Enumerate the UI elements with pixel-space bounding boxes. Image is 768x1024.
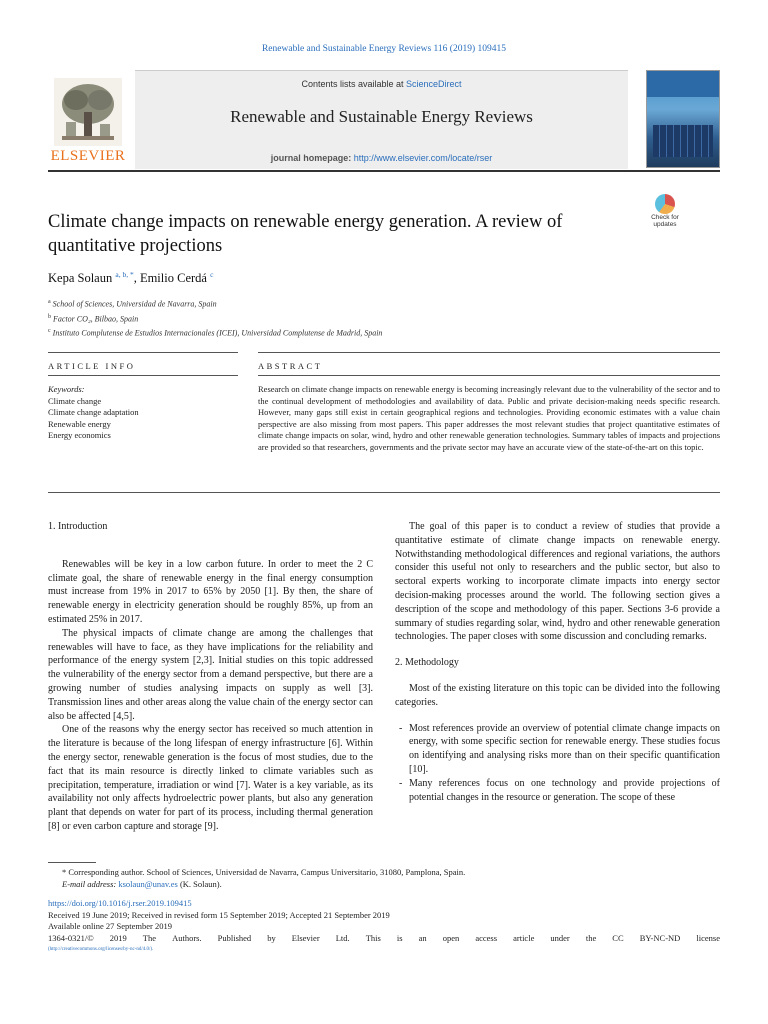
abstract-end-rule — [48, 492, 720, 493]
body-left-column — [48, 520, 373, 834]
contents-available-line — [135, 79, 628, 89]
corresponding-author-note: * Corresponding author. School of Sciences, Universidad de Navarra, Campus Universitario, 31080, Pamplona, Spain. — [62, 867, 466, 877]
body-paragraph: Most of the existing literature on this topic can be divided into the following categories. — [395, 682, 720, 708]
check-for-updates-button[interactable] — [647, 194, 683, 234]
article-info-bottom-rule — [48, 375, 238, 376]
copyright-word: access — [475, 932, 498, 943]
available-online: Available online 27 September 2019 — [48, 921, 173, 931]
section-heading-introduction: 1. Introduction — [48, 521, 108, 532]
affiliation-mark: a — [48, 299, 51, 305]
copyright-word: 2019 — [109, 932, 127, 943]
check-updates-icon — [655, 194, 675, 214]
affiliation-item — [48, 325, 648, 340]
homepage-link[interactable]: http://www.elsevier.com/locate/rser — [353, 153, 493, 163]
cover-title-band — [647, 71, 719, 97]
elsevier-logo[interactable] — [48, 78, 128, 166]
copyright-word: is — [396, 932, 403, 943]
copyright-word: article — [513, 932, 535, 943]
keywords-label: Keywords: — [48, 384, 85, 394]
journal-title[interactable]: Renewable and Sustainable Energy Reviews — [230, 107, 533, 126]
keyword-item: Renewable energy — [48, 418, 111, 429]
abstract-heading: ABSTRACT — [258, 361, 323, 371]
article-info-heading: ARTICLE INFO — [48, 361, 136, 371]
email-label: E-mail address: — [62, 879, 117, 889]
abstract-bottom-rule — [258, 375, 720, 376]
copyright-word: Authors. — [172, 932, 202, 943]
methodology-list — [395, 722, 720, 805]
author-name[interactable]: Kepa Solaun — [48, 271, 113, 286]
copyright-word: Elsevier — [291, 932, 320, 943]
copyright-word: The — [142, 932, 156, 943]
footnote-rule — [48, 862, 96, 863]
masthead-rule — [48, 170, 720, 172]
keyword-item: Energy economics — [48, 430, 111, 440]
email-link[interactable]: ksolaun@unav.es — [118, 879, 178, 889]
copyright-word: 1364-0321/© — [48, 932, 94, 943]
affiliations — [48, 296, 648, 340]
journal-homepage-line — [135, 153, 628, 163]
journal-cover-image[interactable] — [646, 70, 720, 168]
email-suffix: (K. Solaun). — [177, 879, 222, 889]
affiliation-text: Factor CO₂, Bilbao, Spain — [53, 314, 139, 324]
body-right-column — [395, 520, 720, 804]
journal-citation[interactable]: Renewable and Sustainable Energy Reviews 116 (2019) 109415 — [261, 44, 507, 54]
copyright-word: open — [442, 932, 460, 943]
copyright-word: CC — [612, 932, 624, 943]
copyright-word: the — [585, 932, 597, 943]
contents-prefix: Contents lists available at — [301, 79, 407, 89]
received-dates: Received 19 June 2019; Received in revised form 15 September 2019; Accepted 21 September 2019 — [48, 909, 390, 920]
affiliation-item — [48, 296, 648, 311]
author-affiliation-marks[interactable]: c — [210, 270, 214, 279]
abstract-top-rule — [258, 352, 720, 353]
copyright-word: by — [267, 932, 276, 943]
article-title: Climate change impacts on renewable energy generation. A review of quantitative projections — [48, 212, 563, 256]
abstract-text: Research on climate change impacts on renewable energy is becoming increasingly relevant due to the vulnerability of the sector and to the continual development of methodologies and availability of data. Public and private decision-making needs specific research. However, many gaps still exist in certain geographical regions and technologies. Providing economic estimates with a value chain perspective are also missing from most papers. This paper addresses the most relevant studies that project quantitative estimates of climate change impacts on solar, wind, hydro and other renewable generation technologies. Summary tables of impacts and projections are provided so that researchers, governments and the private sector may have an accurate view of the state-of-the-art on this topic. — [258, 384, 720, 452]
elsevier-tree-icon — [54, 78, 122, 146]
copyright-word: license — [696, 932, 720, 943]
elsevier-wordmark: ELSEVIER — [50, 148, 126, 164]
author-affiliation-marks[interactable]: a, b, * — [115, 270, 134, 279]
copyright-line — [48, 933, 720, 945]
affiliation-text: Instituto Complutense de Estudios Internacionales (ICEI), Universidad Complutense de Madrid, Spain — [52, 328, 383, 338]
license-link[interactable]: (http://creativecommons.org/licenses/by-nc-nd/4.0/). — [48, 947, 154, 952]
body-paragraph: One of the reasons why the energy sector has received so much attention in the literature is because of the long lifespan of energy infrastructure [6]. Within the energy sector, renewable generation is the focus of most studies, due to the fact that its main resource is directly linked to climate variables such as precipitation, temperature, irradiation or wind [7]. Water is a key variable, as its availability not only affects hydroelectric power plants, but also any generation plant that depends on water for part of its process, including thermal generation [8] or even carbon capture and storage [9]. — [48, 724, 373, 832]
publication-info — [48, 898, 720, 956]
list-item: - Most references provide an overview of potential climate change impacts on energy, with some specific section for renewable energy. These studies focus on identifying and analysing risks more than on their specific quantification [10]. — [395, 722, 720, 777]
affiliation-mark: c — [48, 328, 51, 335]
copyright-word: Ltd. — [335, 932, 350, 943]
cover-solar-panel — [653, 125, 713, 157]
copyright-word: BY-NC-ND — [639, 932, 681, 943]
affiliation-mark: b — [48, 313, 51, 320]
author-list: Kepa Solaun $^{a, b, *}$, Emilio Cerdá $^c$ — [48, 270, 214, 286]
keywords-block — [48, 384, 238, 442]
copyright-word: This — [365, 932, 381, 943]
article-info-top-rule — [48, 352, 238, 353]
keyword-item: Climate change — [48, 395, 102, 406]
journal-masthead — [135, 70, 628, 169]
author-name[interactable]: Emilio Cerdá — [139, 271, 207, 286]
sciencedirect-link[interactable]: ScienceDirect — [406, 79, 462, 89]
section-heading-methodology: 2. Methodology — [395, 657, 459, 669]
body-paragraph: The goal of this paper is to conduct a review of studies that provide a quantitative estimate of climate change impacts on renewable energy. Notwithstanding methodological differences and regional variations, the authors consider this useful not only to researchers and the public sector, but also to sectoral experts working to incorporate climate impacts into energy sector decision-making processes around the world. The following section gives a description of the scope and methodology of this paper. Sections 3-6 provide a summary of studies regarding solar, wind, hydro and other renewable generation technologies. The paper closes with some discussion and concluding remarks. — [395, 521, 720, 643]
check-updates-label: Check for updates — [651, 214, 679, 228]
affiliation-item — [48, 311, 648, 326]
copyright-word: an — [418, 932, 427, 943]
homepage-label: journal homepage: — [270, 153, 354, 163]
email-note — [48, 878, 720, 890]
body-paragraph: The physical impacts of climate change are among the challenges that renewables will have to face, as they have implications for the reliability and performance of the energy system [2,3]. Initial studies on this topic addressed the vulnerability of the energy sector from a demand perspective, but there are a growing number of studies analysing impacts on supply as well [3]. Transmission lines and other areas along the value chain of the energy sector can also be affected [4,5]. — [48, 627, 373, 722]
doi-link[interactable]: https://doi.org/10.1016/j.rser.2019.109415 — [48, 898, 192, 908]
affiliation-text: School of Sciences, Universidad de Navarra, Spain — [52, 299, 217, 309]
copyright-word: under — [550, 932, 570, 943]
keyword-item: Climate change adaptation — [48, 407, 139, 417]
footnotes — [48, 866, 720, 890]
list-item: - Many references focus on one technology and provide projections of potential changes in the resource or generation. The scope of these — [395, 777, 720, 805]
body-paragraph: Renewables will be key in a low carbon future. In order to meet the 2 C climate goal, the share of renewable energy in the final energy consumption must increase from 19% in 2017 to 65% by 2050 [1]. By then, the share of renewable energy in electricity generation should be roughly 85%, up from an estimated 25% in 2017. — [48, 558, 373, 625]
copyright-word: Published — [217, 932, 252, 943]
